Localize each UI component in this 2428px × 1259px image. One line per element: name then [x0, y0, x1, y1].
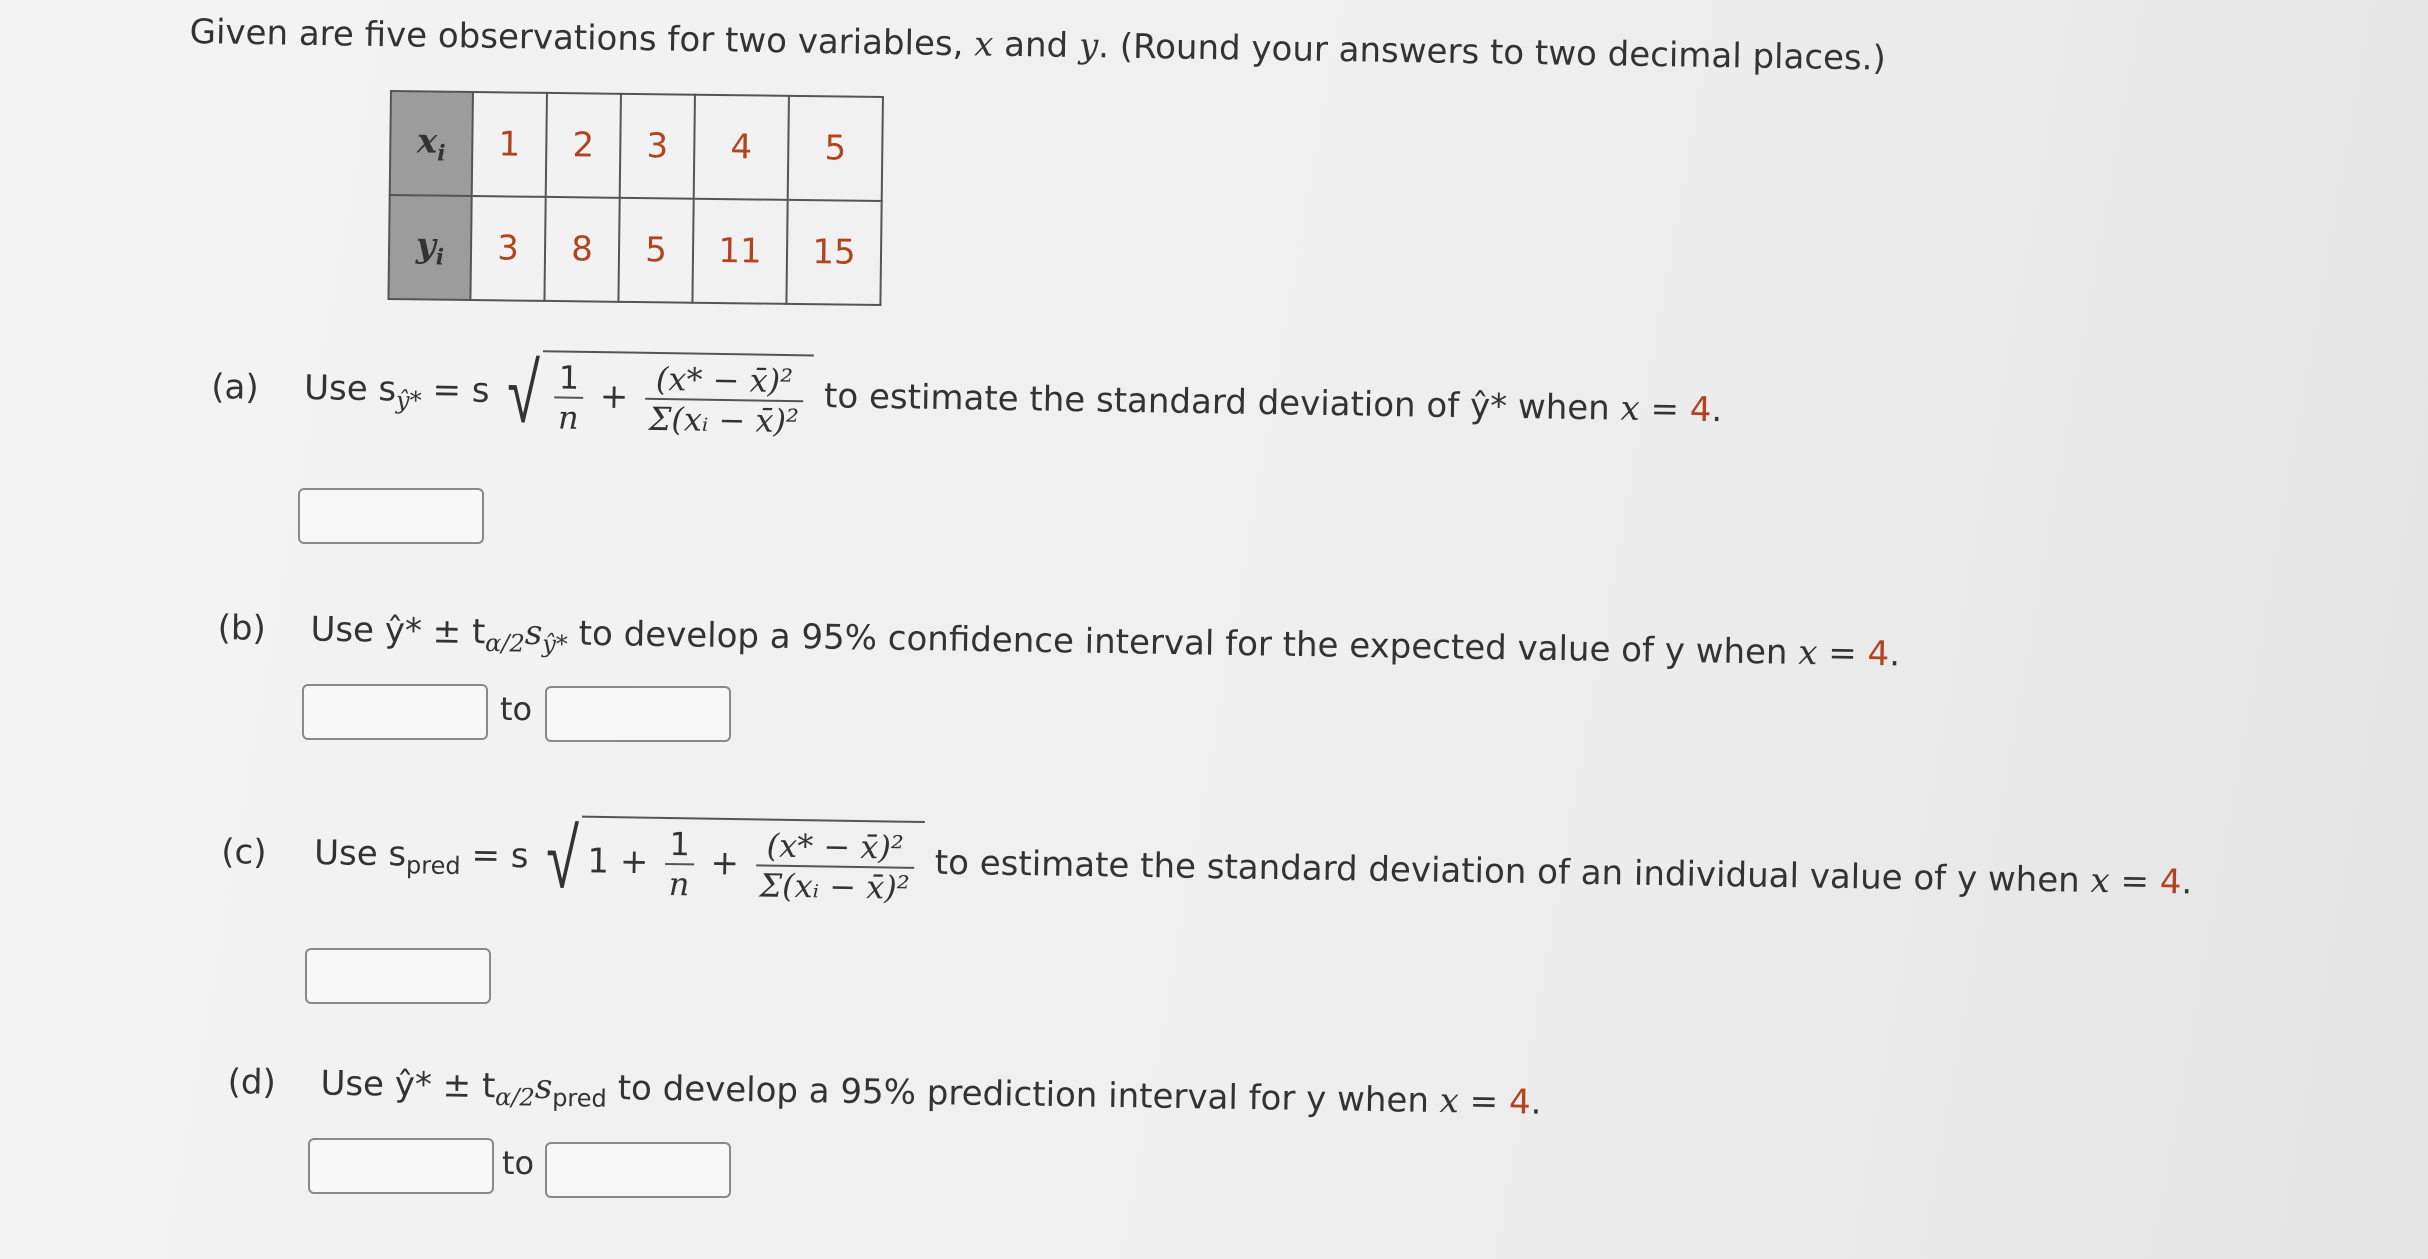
- part-a-question: [211, 345, 1723, 455]
- part-c-one: 1 +: [587, 841, 649, 883]
- part-b-use: Use ŷ* ± t: [310, 609, 486, 653]
- part-c-frac1: $\frac{1}{n}$: [665, 825, 695, 903]
- y-cell: 15: [786, 200, 881, 305]
- y-row: [388, 195, 881, 305]
- x-cell: 2: [546, 93, 621, 198]
- part-b-sub1: α/2: [484, 628, 525, 658]
- part-c-sub: pred: [405, 851, 461, 881]
- part-a-radicand: [542, 350, 814, 440]
- part-c-tail: to estimate the standard deviation of an individual value of y when: [934, 842, 2091, 901]
- part-d-sub2: pred: [551, 1083, 607, 1113]
- sqrt-icon: √: [506, 343, 541, 443]
- part-a-plus: +: [599, 376, 629, 418]
- part-d-dot: .: [1530, 1082, 1542, 1123]
- part-d-use: Use ŷ* ± t: [320, 1063, 496, 1107]
- part-d-sub1: α/2: [494, 1082, 535, 1112]
- answer-a-input[interactable]: [298, 488, 484, 544]
- intro-x: x: [973, 24, 994, 65]
- part-a-frac1: $\frac{1}{n}$: [554, 358, 584, 436]
- part-d-cond: x =: [1439, 1081, 1510, 1123]
- x-cell: 4: [694, 95, 789, 200]
- part-a-tail: to estimate the standard deviation of ŷ* when: [823, 376, 1621, 429]
- part-d-label: (d): [227, 1062, 277, 1103]
- part-c-use: Use s: [313, 832, 407, 875]
- part-a-eq: = s: [421, 369, 490, 411]
- part-a-frac2: $\frac{\text{(x* − x̄)²}}{\text{Σ(xᵢ − x̄)²}}$: [645, 360, 804, 440]
- y-cell: 11: [692, 199, 787, 304]
- part-a-use: Use s: [303, 367, 397, 410]
- x-cell: 1: [472, 92, 547, 197]
- part-b-sub2: ŷ*: [541, 629, 568, 659]
- part-c-question: [221, 810, 2193, 927]
- part-b-cond: x =: [1798, 632, 1868, 674]
- part-d-tail: to develop a 95% prediction interval for y when: [606, 1067, 1441, 1122]
- y-header: $y_i$: [388, 195, 471, 300]
- part-b-tail: to develop a 95% confidence interval for the expected value of y when: [567, 613, 1799, 673]
- part-b-question: [217, 608, 1900, 679]
- answer-b-upper-input[interactable]: [545, 686, 731, 742]
- answer-c-input[interactable]: [305, 948, 491, 1004]
- part-a-cond: x =: [1620, 388, 1691, 430]
- intro-text: Given are five observations for two variables,: [189, 12, 975, 65]
- answer-d-upper-input[interactable]: [545, 1142, 731, 1198]
- y-cell: 8: [544, 197, 619, 302]
- part-b-cond-value: 4: [1867, 633, 1890, 675]
- x-row: [390, 91, 883, 201]
- to-label: to: [500, 690, 533, 728]
- part-d-s: s: [534, 1066, 553, 1108]
- to-label: to: [502, 1144, 535, 1182]
- y-cell: 3: [470, 196, 545, 301]
- answer-b-lower-input[interactable]: [302, 684, 488, 740]
- observations-table: [387, 90, 884, 306]
- question-intro: [189, 12, 1886, 79]
- x-cell: 5: [788, 96, 883, 201]
- intro-instruction: . (Round your answers to two decimal places.): [1097, 26, 1887, 79]
- intro-y: y: [1078, 25, 1099, 67]
- part-b-s: s: [524, 612, 543, 654]
- part-c-radicand: [581, 816, 925, 907]
- part-b-dot: .: [1888, 634, 1901, 675]
- sqrt-icon: √: [545, 809, 580, 908]
- part-c-frac2: $\frac{\text{(x* − x̄)²}}{\text{Σ(xᵢ − x̄)²}}$: [755, 826, 914, 906]
- part-c-plus: +: [710, 843, 740, 884]
- part-c-cond-value: 4: [2159, 861, 2182, 903]
- part-d-cond-value: 4: [1508, 1082, 1531, 1123]
- part-c-eq: = s: [460, 835, 529, 877]
- part-b-label: (b): [217, 608, 267, 649]
- part-d-question: [227, 1062, 1541, 1127]
- part-a-cond-value: 4: [1689, 389, 1712, 431]
- answer-d-lower-input[interactable]: [308, 1138, 494, 1194]
- x-cell: 3: [620, 94, 695, 199]
- part-a-label: (a): [211, 366, 260, 408]
- y-cell: 5: [618, 198, 693, 303]
- intro-and: and: [993, 24, 1080, 66]
- part-c-cond: x =: [2090, 860, 2161, 902]
- x-header: $x_i$: [390, 91, 473, 196]
- part-a-dot: .: [1711, 390, 1723, 431]
- part-c-dot: .: [2181, 862, 2193, 903]
- part-a-sub: ŷ*: [395, 386, 422, 415]
- part-c-label: (c): [221, 831, 267, 873]
